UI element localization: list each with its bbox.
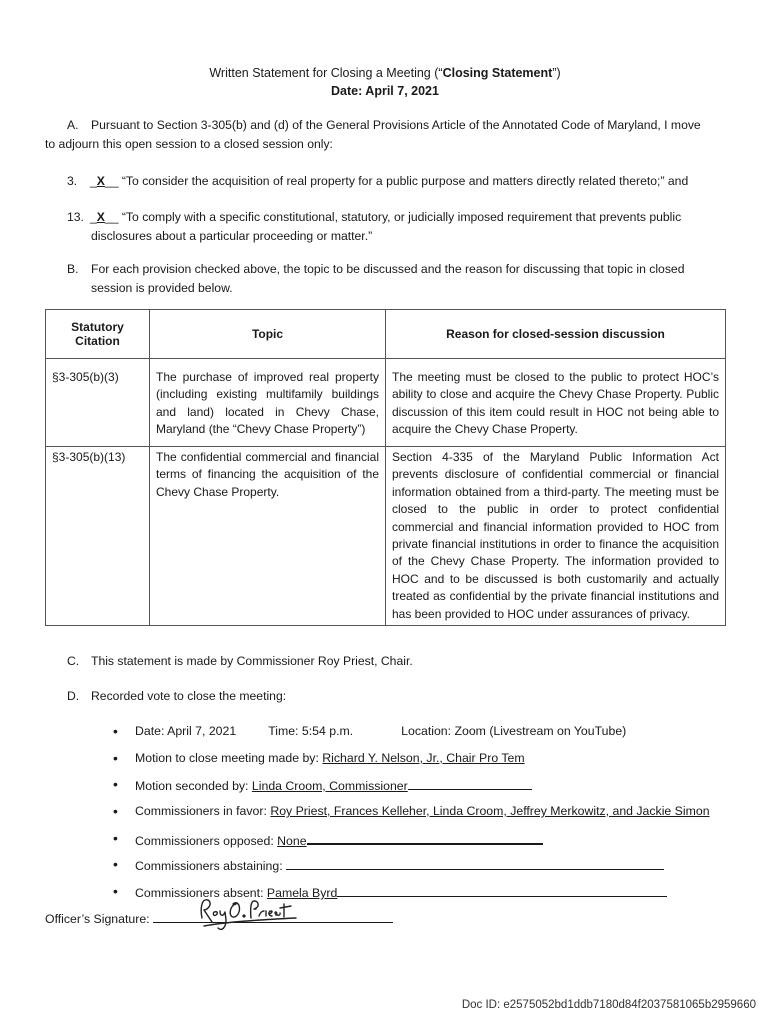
header-topic: Topic	[150, 310, 386, 359]
blank-line	[337, 884, 667, 897]
commissioners-absent: Pamela Byrd	[266, 886, 338, 900]
item-3-number: 3.	[67, 174, 78, 188]
section-a-line1: Pursuant to Section 3-305(b) and (d) of the General Provisions Article of the Annotated Code of Maryland, I move	[91, 118, 701, 132]
row-reason: The meeting must be closed to the public to protect HOC’s ability to close and acquire the Chevy Chase Property. Public discussion of this item could result in HOC not being able to acquire the Chevy Chase Property.	[386, 359, 726, 447]
item-13-number: 13.	[67, 210, 84, 224]
table-row	[46, 359, 726, 447]
item-13-text-line1: _X__ “To comply with a specific constitutional, statutory, or judicially imposed requirement that prevents public	[90, 210, 682, 224]
officer-signature	[196, 896, 306, 936]
section-a-label: A.	[67, 118, 79, 132]
motion-maker: Richard Y. Nelson, Jr., Chair Pro Tem	[322, 751, 525, 765]
bullet-icon: •	[113, 776, 118, 792]
vote-time: Time: 5:54 p.m.	[268, 724, 354, 738]
table-header-row	[46, 310, 726, 359]
section-d-label: D.	[67, 689, 80, 703]
section-d-text: Recorded vote to close the meeting:	[91, 689, 287, 703]
section-b-line2: session is provided below.	[91, 281, 233, 295]
vote-location: Location: Zoom (Livestream on YouTube)	[401, 724, 627, 738]
section-b-label: B.	[67, 262, 79, 276]
commissioners-opposed: None	[277, 834, 307, 848]
row-topic: The confidential commercial and financial terms of financing the acquisition of the Chevy Chase Property.	[150, 447, 386, 626]
bullet-icon: •	[113, 803, 118, 819]
document-title: Written Statement for Closing a Meeting (“Closing Statement”)	[209, 66, 561, 80]
bullet-icon: •	[113, 723, 118, 739]
row-topic: The purchase of improved real property (including existing multifamily buildings and land) located in Chevy Chase, Maryland (the “Chevy Chase Property”)	[150, 359, 386, 447]
blank-line	[307, 831, 543, 845]
bullet-icon: •	[113, 856, 118, 872]
row-citation: §3-305(b)(3)	[46, 359, 150, 447]
closed-session-table	[45, 309, 726, 626]
document-date: Date: April 7, 2021	[331, 84, 439, 98]
section-b-line1: For each provision checked above, the topic to be discussed and the reason for discussing that topic in closed	[91, 262, 685, 276]
section-c-label: C.	[67, 654, 80, 668]
blank-line	[408, 777, 532, 790]
doc-id: Doc ID: e2575052bd1ddb7180d84f2037581065b2959660	[461, 999, 756, 1011]
section-c-text: This statement is made by Commissioner Roy Priest, Chair.	[91, 654, 413, 668]
row-reason: Section 4-335 of the Maryland Public Information Act prevents disclosure of confidential commercial or financial information obtained from a third-party. The meeting must be closed to the public in order to protect confidential commercial and financial information provided to HOC from private financial institutions in order to finance the acquisition of the Chevy Chase Property. The information provided to HOC and to be discussed is both customarily and actually treated as confidential by the private financial institutions and has been provided to HOC under assurances of privacy.	[386, 447, 726, 626]
signature-line: Officer’s Signature:	[45, 910, 393, 926]
item-13-text-line2: disclosures about a particular proceeding or matter.”	[91, 229, 373, 243]
bullet-icon: •	[113, 883, 118, 899]
blank-line	[286, 857, 664, 870]
title-bold: Closing Statement	[442, 66, 553, 80]
header-statutory-citation: Statutory Citation	[46, 310, 150, 359]
table-row	[46, 447, 726, 626]
vote-date: Date: April 7, 2021	[135, 724, 237, 738]
header-reason: Reason for closed-session discussion	[386, 310, 726, 359]
motion-seconder: Linda Croom, Commissioner	[251, 779, 408, 793]
section-a-line2: to adjourn this open session to a closed session only:	[45, 137, 333, 151]
bullet-icon: •	[113, 830, 118, 846]
item-3-text: _X__ “To consider the acquisition of real property for a public purpose and matters directly related thereto;” and	[90, 174, 689, 188]
item-3-checkmark: X	[96, 174, 105, 188]
bullet-icon: •	[113, 750, 118, 766]
commissioners-in-favor: Roy Priest, Frances Kelleher, Linda Croom, Jeffrey Merkowitz, and Jackie Simon	[270, 804, 710, 818]
item-13-checkmark: X	[96, 210, 105, 224]
row-citation: §3-305(b)(13)	[46, 447, 150, 626]
